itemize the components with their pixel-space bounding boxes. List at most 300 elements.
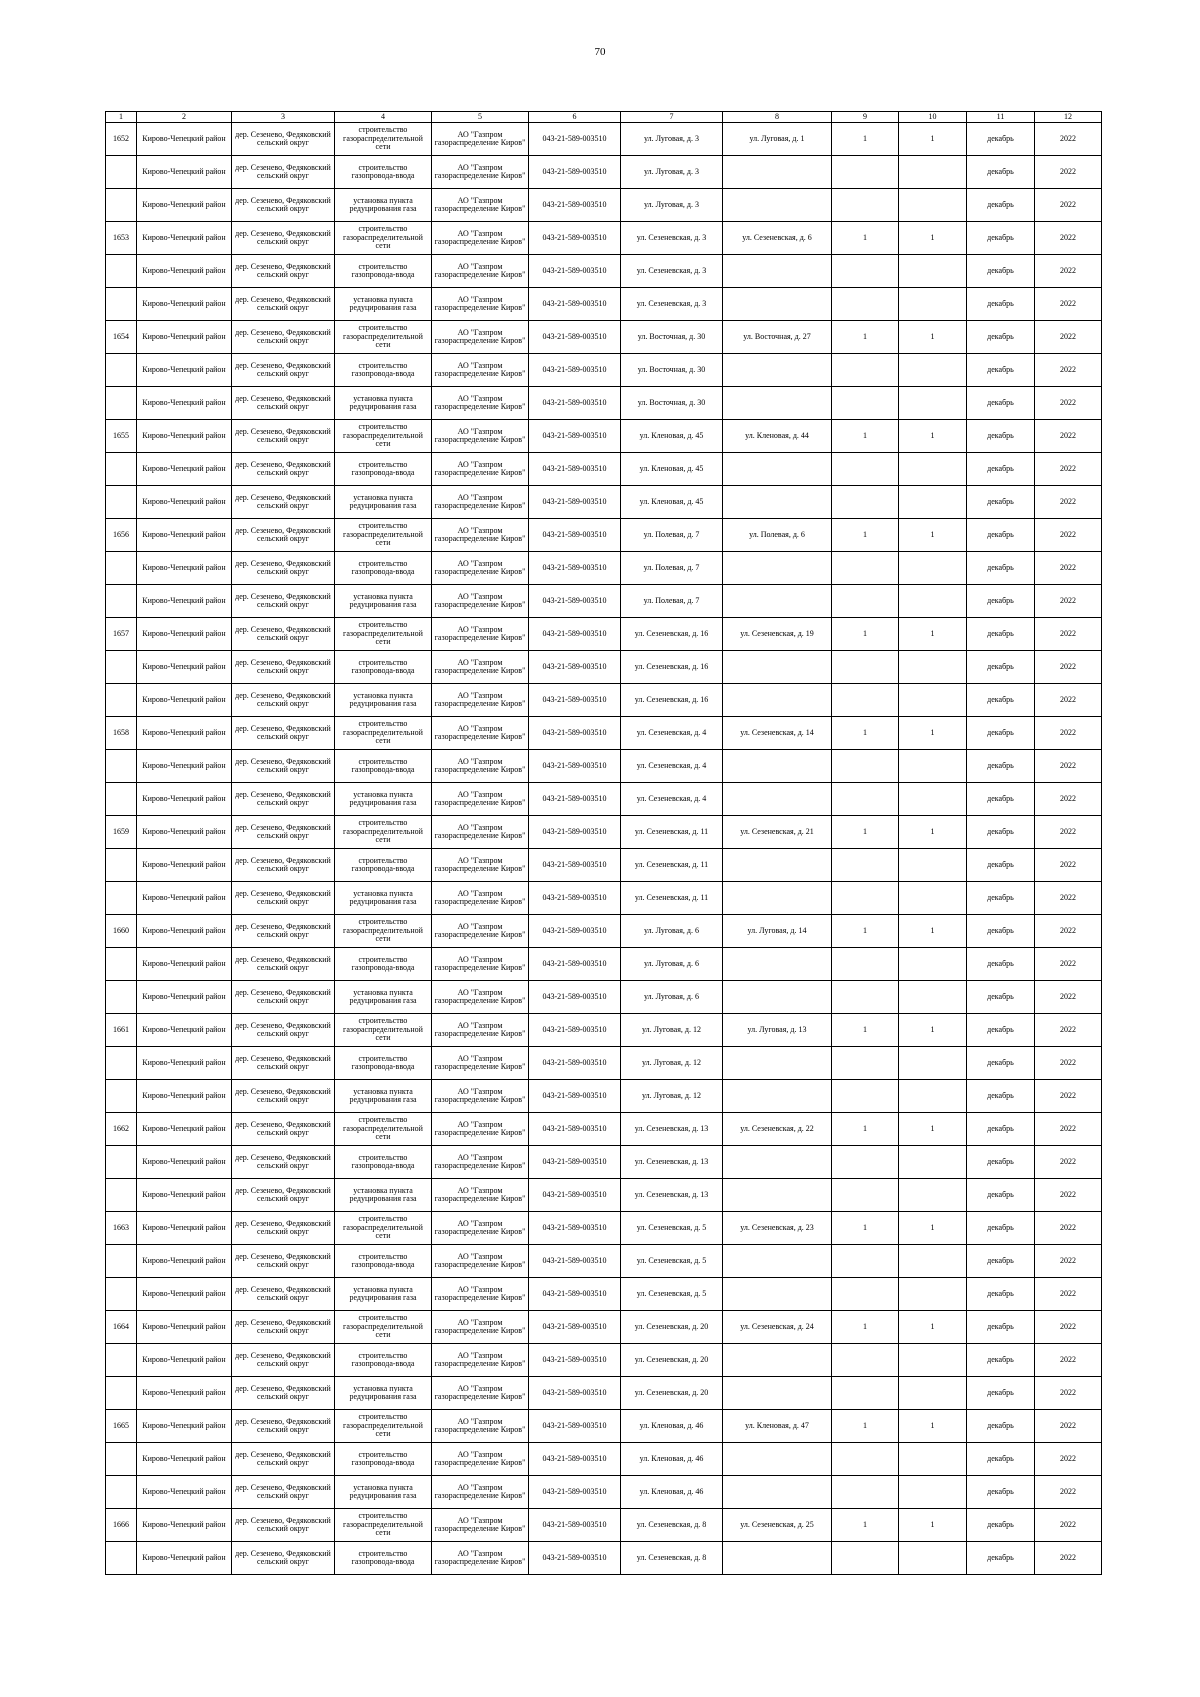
cell-count-a: [832, 1212, 899, 1245]
cell-count-a: [832, 1476, 899, 1509]
cell-year: [1035, 1014, 1102, 1047]
cell-work-type: [335, 486, 432, 519]
cell-count-a: [832, 849, 899, 882]
cell-year: [1035, 1311, 1102, 1344]
cell-organization: [432, 552, 529, 585]
cell-district: [137, 288, 232, 321]
cell-year: [1035, 222, 1102, 255]
cell-text: декабрь: [987, 1421, 1014, 1430]
cell-text: установка пункта редуцирования газа: [349, 1384, 417, 1401]
cell-month: [967, 1278, 1035, 1311]
cell-text: Кирово-Чепецкий район: [142, 200, 226, 209]
cell-address-to: [723, 1377, 832, 1410]
table-row: [106, 1146, 1102, 1179]
cell-address-to: [723, 618, 832, 651]
cell-address-to: [723, 1212, 832, 1245]
cell-text: Кирово-Чепецкий район: [142, 134, 226, 143]
cell-text: строительство газопровода-ввода: [351, 1054, 415, 1071]
cell-text: Кирово-Чепецкий район: [142, 959, 226, 968]
cell-settlement: [232, 1245, 335, 1278]
cell-settlement: [232, 387, 335, 420]
cell-text: строительство газопровода-ввода: [351, 1450, 415, 1467]
cell-organization: [432, 222, 529, 255]
cell-text: установка пункта редуцирования газа: [349, 592, 417, 609]
cell-year: [1035, 1080, 1102, 1113]
cell-text: ул. Сезеневская, д. 6: [742, 233, 812, 242]
cell-text: 043-21-589-003510: [542, 761, 607, 770]
cell-district: [137, 321, 232, 354]
cell-row-number: [106, 519, 137, 552]
cell-text: дер. Сезенево, Федяковский сельский округ: [235, 1120, 331, 1137]
table-row: [106, 222, 1102, 255]
cell-text: декабрь: [987, 497, 1014, 506]
cell-organization: [432, 816, 529, 849]
cell-organization: [432, 288, 529, 321]
cell-registry-number: [529, 1014, 621, 1047]
cell-text: 1653: [113, 233, 129, 242]
cell-address-to: [723, 1443, 832, 1476]
cell-count-b: [899, 1113, 967, 1146]
cell-address-from: [621, 1344, 723, 1377]
cell-year: [1035, 189, 1102, 222]
cell-work-type: [335, 1212, 432, 1245]
cell-text: 2022: [1060, 1487, 1076, 1496]
cell-text: АО "Газпром газораспределение Киров": [434, 196, 526, 213]
table-row: [106, 1113, 1102, 1146]
cell-text: дер. Сезенево, Федяковский сельский округ: [235, 394, 331, 411]
cell-text: ул. Полевая, д. 7: [643, 530, 700, 539]
cell-year: [1035, 1509, 1102, 1542]
cell-text: декабрь: [987, 662, 1014, 671]
cell-address-to: [723, 156, 832, 189]
cell-registry-number: [529, 453, 621, 486]
cell-district: [137, 651, 232, 684]
cell-text: ул. Луговая, д. 6: [644, 926, 699, 935]
cell-count-b: [899, 1443, 967, 1476]
cell-address-from: [621, 1476, 723, 1509]
cell-text: ул. Сезеневская, д. 4: [636, 794, 707, 803]
table-row: [106, 750, 1102, 783]
cell-text: 043-21-589-003510: [542, 134, 607, 143]
cell-month: [967, 1443, 1035, 1476]
cell-count-a: [832, 750, 899, 783]
cell-work-type: [335, 552, 432, 585]
cell-text: дер. Сезенево, Федяковский сельский округ: [235, 1285, 331, 1302]
cell-address-to: [723, 222, 832, 255]
cell-year: [1035, 1245, 1102, 1278]
cell-registry-number: [529, 1476, 621, 1509]
cell-count-a: [832, 1311, 899, 1344]
cell-text: 043-21-589-003510: [542, 893, 607, 902]
cell-text: АО "Газпром газораспределение Киров": [434, 328, 526, 345]
cell-text: дер. Сезенево, Федяковский сельский округ: [235, 559, 331, 576]
cell-text: 1657: [113, 629, 129, 638]
cell-settlement: [232, 519, 335, 552]
cell-count-b: [899, 255, 967, 288]
cell-settlement: [232, 486, 335, 519]
cell-address-from: [621, 981, 723, 1014]
cell-address-to: [723, 783, 832, 816]
cell-row-number: [106, 981, 137, 1014]
cell-year: [1035, 981, 1102, 1014]
cell-text: АО "Газпром газораспределение Киров": [434, 460, 526, 477]
cell-text: Кирово-Чепецкий район: [142, 761, 226, 770]
cell-text: 2022: [1060, 1025, 1076, 1034]
cell-district: [137, 948, 232, 981]
cell-address-to: [723, 816, 832, 849]
cell-text: установка пункта редуцирования газа: [349, 295, 417, 312]
cell-text: декабрь: [987, 992, 1014, 1001]
cell-text: АО "Газпром газораспределение Киров": [434, 1516, 526, 1533]
cell-month: [967, 1509, 1035, 1542]
cell-text: ул. Сезеневская, д. 23: [740, 1223, 814, 1232]
cell-text: 043-21-589-003510: [542, 728, 607, 737]
cell-district: [137, 1377, 232, 1410]
cell-month: [967, 849, 1035, 882]
cell-registry-number: [529, 123, 621, 156]
cell-settlement: [232, 585, 335, 618]
cell-text: Кирово-Чепецкий район: [142, 1454, 226, 1463]
cell-text: 2022: [1060, 1256, 1076, 1265]
cell-text: ул. Кленовая, д. 46: [639, 1454, 704, 1463]
cell-registry-number: [529, 651, 621, 684]
cell-work-type: [335, 156, 432, 189]
cell-text: 1658: [113, 728, 129, 737]
cell-text: декабрь: [987, 200, 1014, 209]
cell-registry-number: [529, 1179, 621, 1212]
cell-organization: [432, 948, 529, 981]
cell-text: дер. Сезенево, Федяковский сельский округ: [235, 1549, 331, 1566]
cell-text: дер. Сезенево, Федяковский сельский округ: [235, 988, 331, 1005]
cell-district: [137, 189, 232, 222]
cell-row-number: [106, 717, 137, 750]
cell-organization: [432, 1509, 529, 1542]
cell-text: ул. Сезеневская, д. 14: [740, 728, 814, 737]
cell-work-type: [335, 717, 432, 750]
cell-text: ул. Сезеневская, д. 16: [634, 662, 709, 671]
table-row: [106, 1344, 1102, 1377]
cell-district: [137, 1113, 232, 1146]
cell-year: [1035, 849, 1102, 882]
cell-address-from: [621, 387, 723, 420]
cell-work-type: [335, 1146, 432, 1179]
cell-year: [1035, 618, 1102, 651]
cell-text: декабрь: [987, 1454, 1014, 1463]
cell-count-b: [899, 1410, 967, 1443]
cell-row-number: [106, 651, 137, 684]
cell-organization: [432, 1377, 529, 1410]
cell-text: Кирово-Чепецкий район: [142, 1322, 226, 1331]
cell-address-to: [723, 1344, 832, 1377]
cell-work-type: [335, 816, 432, 849]
cell-organization: [432, 849, 529, 882]
cell-text: декабрь: [987, 167, 1014, 176]
cell-district: [137, 783, 232, 816]
column-header: 6: [529, 112, 621, 123]
cell-text: АО "Газпром газораспределение Киров": [434, 295, 526, 312]
cell-year: [1035, 1377, 1102, 1410]
cell-text: Кирово-Чепецкий район: [142, 1091, 226, 1100]
column-header: 8: [723, 112, 832, 123]
cell-settlement: [232, 816, 335, 849]
cell-text: дер. Сезенево, Федяковский сельский округ: [235, 823, 331, 840]
cell-month: [967, 1377, 1035, 1410]
cell-address-from: [621, 750, 723, 783]
cell-count-a: [832, 618, 899, 651]
cell-work-type: [335, 651, 432, 684]
cell-text: АО "Газпром газораспределение Киров": [434, 691, 526, 708]
cell-text: дер. Сезенево, Федяковский сельский округ: [235, 163, 331, 180]
cell-text: декабрь: [987, 1223, 1014, 1232]
cell-text: 2022: [1060, 629, 1076, 638]
table-row: [106, 420, 1102, 453]
cell-settlement: [232, 981, 335, 1014]
cell-text: 2022: [1060, 167, 1076, 176]
cell-text: 1: [930, 134, 935, 143]
cell-text: ул. Сезеневская, д. 16: [634, 629, 709, 638]
cell-year: [1035, 1212, 1102, 1245]
cell-month: [967, 1113, 1035, 1146]
cell-text: 2022: [1060, 365, 1076, 374]
cell-district: [137, 453, 232, 486]
cell-text: 1: [863, 629, 867, 638]
cell-organization: [432, 585, 529, 618]
cell-text: Кирово-Чепецкий район: [142, 827, 226, 836]
cell-work-type: [335, 354, 432, 387]
cell-row-number: [106, 849, 137, 882]
cell-text: ул. Восточная, д. 30: [637, 332, 706, 341]
cell-text: строительство газораспределительной сети: [343, 1116, 423, 1142]
cell-work-type: [335, 849, 432, 882]
cell-month: [967, 1080, 1035, 1113]
cell-text: дер. Сезенево, Федяковский сельский округ: [235, 1021, 331, 1038]
cell-text: 043-21-589-003510: [542, 1223, 607, 1232]
cell-text: 1: [863, 827, 867, 836]
cell-month: [967, 1344, 1035, 1377]
cell-settlement: [232, 882, 335, 915]
cell-work-type: [335, 1080, 432, 1113]
cell-text: ул. Луговая, д. 3: [644, 167, 699, 176]
cell-text: ул. Восточная, д. 30: [637, 398, 706, 407]
cell-settlement: [232, 750, 335, 783]
cell-text: 043-21-589-003510: [542, 299, 607, 308]
cell-text: установка пункта редуцирования газа: [349, 988, 417, 1005]
cell-text: АО "Газпром газораспределение Киров": [434, 1318, 526, 1335]
cell-district: [137, 1443, 232, 1476]
cell-text: 1: [930, 1025, 935, 1034]
cell-month: [967, 486, 1035, 519]
cell-organization: [432, 651, 529, 684]
cell-text: строительство газопровода-ввода: [351, 856, 415, 873]
cell-settlement: [232, 420, 335, 453]
cell-registry-number: [529, 882, 621, 915]
cell-text: дер. Сезенево, Федяковский сельский округ: [235, 757, 331, 774]
cell-row-number: [106, 618, 137, 651]
cell-district: [137, 1080, 232, 1113]
cell-work-type: [335, 222, 432, 255]
cell-text: Кирово-Чепецкий район: [142, 596, 226, 605]
cell-text: дер. Сезенево, Федяковский сельский округ: [235, 1483, 331, 1500]
cell-count-a: [832, 321, 899, 354]
cell-text: ул. Полевая, д. 7: [643, 596, 700, 605]
cell-text: строительство газораспределительной сети: [343, 720, 423, 746]
cell-text: 1: [863, 233, 867, 242]
cell-text: 1: [930, 431, 935, 440]
cell-registry-number: [529, 321, 621, 354]
cell-text: Кирово-Чепецкий район: [142, 266, 226, 275]
cell-count-b: [899, 156, 967, 189]
cell-row-number: [106, 1080, 137, 1113]
cell-text: 043-21-589-003510: [542, 959, 607, 968]
cell-settlement: [232, 717, 335, 750]
cell-year: [1035, 1344, 1102, 1377]
column-header: 11: [967, 112, 1035, 123]
cell-text: Кирово-Чепецкий район: [142, 464, 226, 473]
cell-registry-number: [529, 1113, 621, 1146]
cell-count-a: [832, 453, 899, 486]
cell-count-b: [899, 1344, 967, 1377]
table-row: [106, 519, 1102, 552]
cell-text: Кирово-Чепецкий район: [142, 1157, 226, 1166]
cell-text: Кирово-Чепецкий район: [142, 1058, 226, 1067]
cell-text: ул. Сезеневская, д. 22: [740, 1124, 814, 1133]
cell-text: 2022: [1060, 233, 1076, 242]
cell-text: ул. Полевая, д. 6: [749, 530, 805, 539]
cell-district: [137, 156, 232, 189]
cell-text: 1652: [113, 134, 129, 143]
cell-address-from: [621, 1509, 723, 1542]
cell-text: установка пункта редуцирования газа: [349, 1186, 417, 1203]
cell-text: АО "Газпром газораспределение Киров": [434, 559, 526, 576]
cell-text: 2022: [1060, 1355, 1076, 1364]
cell-address-to: [723, 1509, 832, 1542]
cell-count-a: [832, 1080, 899, 1113]
cell-text: АО "Газпром газораспределение Киров": [434, 988, 526, 1005]
table-body: [106, 123, 1102, 1575]
cell-text: дер. Сезенево, Федяковский сельский округ: [235, 691, 331, 708]
cell-text: строительство газораспределительной сети: [343, 225, 423, 251]
cell-text: декабрь: [987, 695, 1014, 704]
cell-text: ул. Восточная, д. 27: [743, 332, 811, 341]
cell-address-to: [723, 387, 832, 420]
cell-registry-number: [529, 1410, 621, 1443]
cell-address-from: [621, 486, 723, 519]
cell-address-to: [723, 255, 832, 288]
cell-text: декабрь: [987, 926, 1014, 935]
cell-text: 043-21-589-003510: [542, 794, 607, 803]
cell-count-a: [832, 882, 899, 915]
cell-row-number: [106, 552, 137, 585]
cell-text: ул. Сезеневская, д. 13: [634, 1157, 709, 1166]
cell-text: Кирово-Чепецкий район: [142, 1025, 226, 1034]
cell-text: 1656: [113, 530, 129, 539]
table-row: [106, 1476, 1102, 1509]
cell-district: [137, 1212, 232, 1245]
cell-year: [1035, 882, 1102, 915]
cell-count-a: [832, 1542, 899, 1575]
cell-district: [137, 486, 232, 519]
cell-organization: [432, 387, 529, 420]
cell-text: ул. Сезеневская, д. 3: [636, 299, 707, 308]
cell-address-from: [621, 453, 723, 486]
cell-row-number: [106, 1311, 137, 1344]
cell-text: АО "Газпром газораспределение Киров": [434, 1417, 526, 1434]
cell-work-type: [335, 1278, 432, 1311]
cell-address-from: [621, 420, 723, 453]
column-header: 1: [106, 112, 137, 123]
cell-year: [1035, 519, 1102, 552]
cell-text: дер. Сезенево, Федяковский сельский округ: [235, 658, 331, 675]
cell-district: [137, 1344, 232, 1377]
cell-text: строительство газораспределительной сети: [343, 1314, 423, 1340]
cell-text: Кирово-Чепецкий район: [142, 926, 226, 935]
cell-row-number: [106, 816, 137, 849]
cell-registry-number: [529, 915, 621, 948]
cell-month: [967, 717, 1035, 750]
cell-year: [1035, 288, 1102, 321]
cell-settlement: [232, 1410, 335, 1443]
cell-text: декабрь: [987, 728, 1014, 737]
cell-year: [1035, 783, 1102, 816]
cell-text: 1654: [113, 332, 129, 341]
cell-registry-number: [529, 948, 621, 981]
cell-text: дер. Сезенево, Федяковский сельский округ: [235, 1219, 331, 1236]
cell-text: дер. Сезенево, Федяковский сельский округ: [235, 1318, 331, 1335]
cell-registry-number: [529, 420, 621, 453]
cell-count-a: [832, 1179, 899, 1212]
table-row: [106, 453, 1102, 486]
cell-text: декабрь: [987, 1322, 1014, 1331]
cell-count-a: [832, 717, 899, 750]
column-header: 4: [335, 112, 432, 123]
cell-text: Кирово-Чепецкий район: [142, 563, 226, 572]
cell-count-b: [899, 1476, 967, 1509]
cell-organization: [432, 1278, 529, 1311]
cell-settlement: [232, 123, 335, 156]
cell-text: 1655: [113, 431, 129, 440]
cell-text: дер. Сезенево, Федяковский сельский округ: [235, 130, 331, 147]
cell-year: [1035, 387, 1102, 420]
cell-address-from: [621, 783, 723, 816]
cell-text: АО "Газпром газораспределение Киров": [434, 130, 526, 147]
cell-text: 2022: [1060, 1454, 1076, 1463]
cell-text: АО "Газпром газораспределение Киров": [434, 790, 526, 807]
cell-text: 043-21-589-003510: [542, 1124, 607, 1133]
cell-month: [967, 453, 1035, 486]
cell-count-a: [832, 1344, 899, 1377]
cell-address-from: [621, 1443, 723, 1476]
cell-year: [1035, 816, 1102, 849]
cell-count-b: [899, 1179, 967, 1212]
cell-count-a: [832, 288, 899, 321]
table-row: [106, 1047, 1102, 1080]
cell-text: 043-21-589-003510: [542, 926, 607, 935]
cell-year: [1035, 255, 1102, 288]
cell-text: 2022: [1060, 959, 1076, 968]
cell-address-from: [621, 1212, 723, 1245]
cell-text: дер. Сезенево, Федяковский сельский округ: [235, 1450, 331, 1467]
cell-month: [967, 948, 1035, 981]
cell-registry-number: [529, 189, 621, 222]
cell-text: декабрь: [987, 596, 1014, 605]
cell-text: декабрь: [987, 1388, 1014, 1397]
cell-month: [967, 1245, 1035, 1278]
cell-organization: [432, 1410, 529, 1443]
cell-work-type: [335, 519, 432, 552]
column-header: 12: [1035, 112, 1102, 123]
cell-settlement: [232, 1278, 335, 1311]
header-row: [106, 112, 1102, 123]
